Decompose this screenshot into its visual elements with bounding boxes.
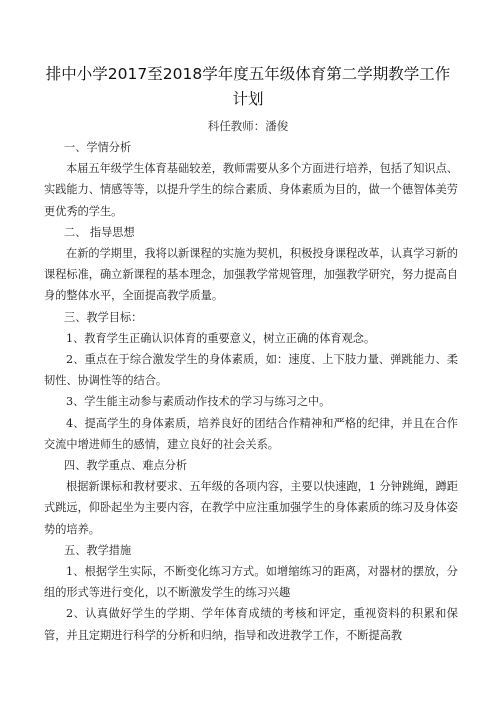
author-line: 科任教师：潘俊	[207, 119, 289, 133]
section-heading: 五、教学措施	[64, 543, 132, 557]
paragraph: 本届五年级学生体育基础较差，教师需要从多个方面进行培养，包括了知识点、实践能力、情感等等，以提升学生的综合素质、身体素质为目的，做一个德智体美劳更优秀的学生。	[44, 162, 458, 218]
paragraph: 2、重点在于综合激发学生的身体素质，如：速度、上下肢力量、弹跳能力、柔韧性、协调性等的结合。	[44, 353, 458, 388]
document-title: 排中小学2017至2018学年度五年级体育第二学期教学工作计划	[45, 65, 451, 108]
paragraph: 1、教育学生正确认识体育的重要意义，树立正确的体育观念。	[66, 331, 376, 345]
paragraph: 3、学生能主动参与素质动作技术的学习与练习之中。	[66, 395, 331, 409]
paragraph: 根据新课标和教材要求、五年级的各项内容，主要以快速跑，1 分钟跳绳，蹲距式跳远，仰卧起坐为主要内容，在教学中应注重加强学生的身体素质的练习及身体姿势的培养。	[44, 480, 458, 536]
paragraph: 2、认真做好学生的学期、学年体育成绩的考核和评定，重视资料的积累和保管，并且定期进行科学的分析和归纳，指导和改进教学工作，不断提高教	[44, 607, 458, 642]
paragraph: 在新的学期里，我将以新课程的实施为契机，积极投身课程改革，认真学习新的课程标准，确立新课程的基本理念，加强教学常规管理，加强教学研究，努力提高自身的整体水平，全面提高教学质量。	[44, 247, 458, 303]
paragraph: 4、提高学生的身体素质，培养良好的团结合作精神和严格的纪律，并且在合作交流中增进师生的感情，建立良好的社会关系。	[44, 416, 458, 451]
section-heading: 三、教学目标：	[64, 310, 143, 324]
document-body	[44, 137, 458, 646]
section-heading: 四、教学重点、难点分析	[64, 459, 188, 473]
section-heading: 一、学情分析	[64, 141, 132, 154]
paragraph: 1、根据学生实际，不断变化练习方式。如增缩练习的距离，对器材的摆放，分组的形式等进行变化，以不断激发学生的练习兴趣	[44, 565, 458, 600]
section-heading: 二、 指导思想	[64, 225, 135, 239]
